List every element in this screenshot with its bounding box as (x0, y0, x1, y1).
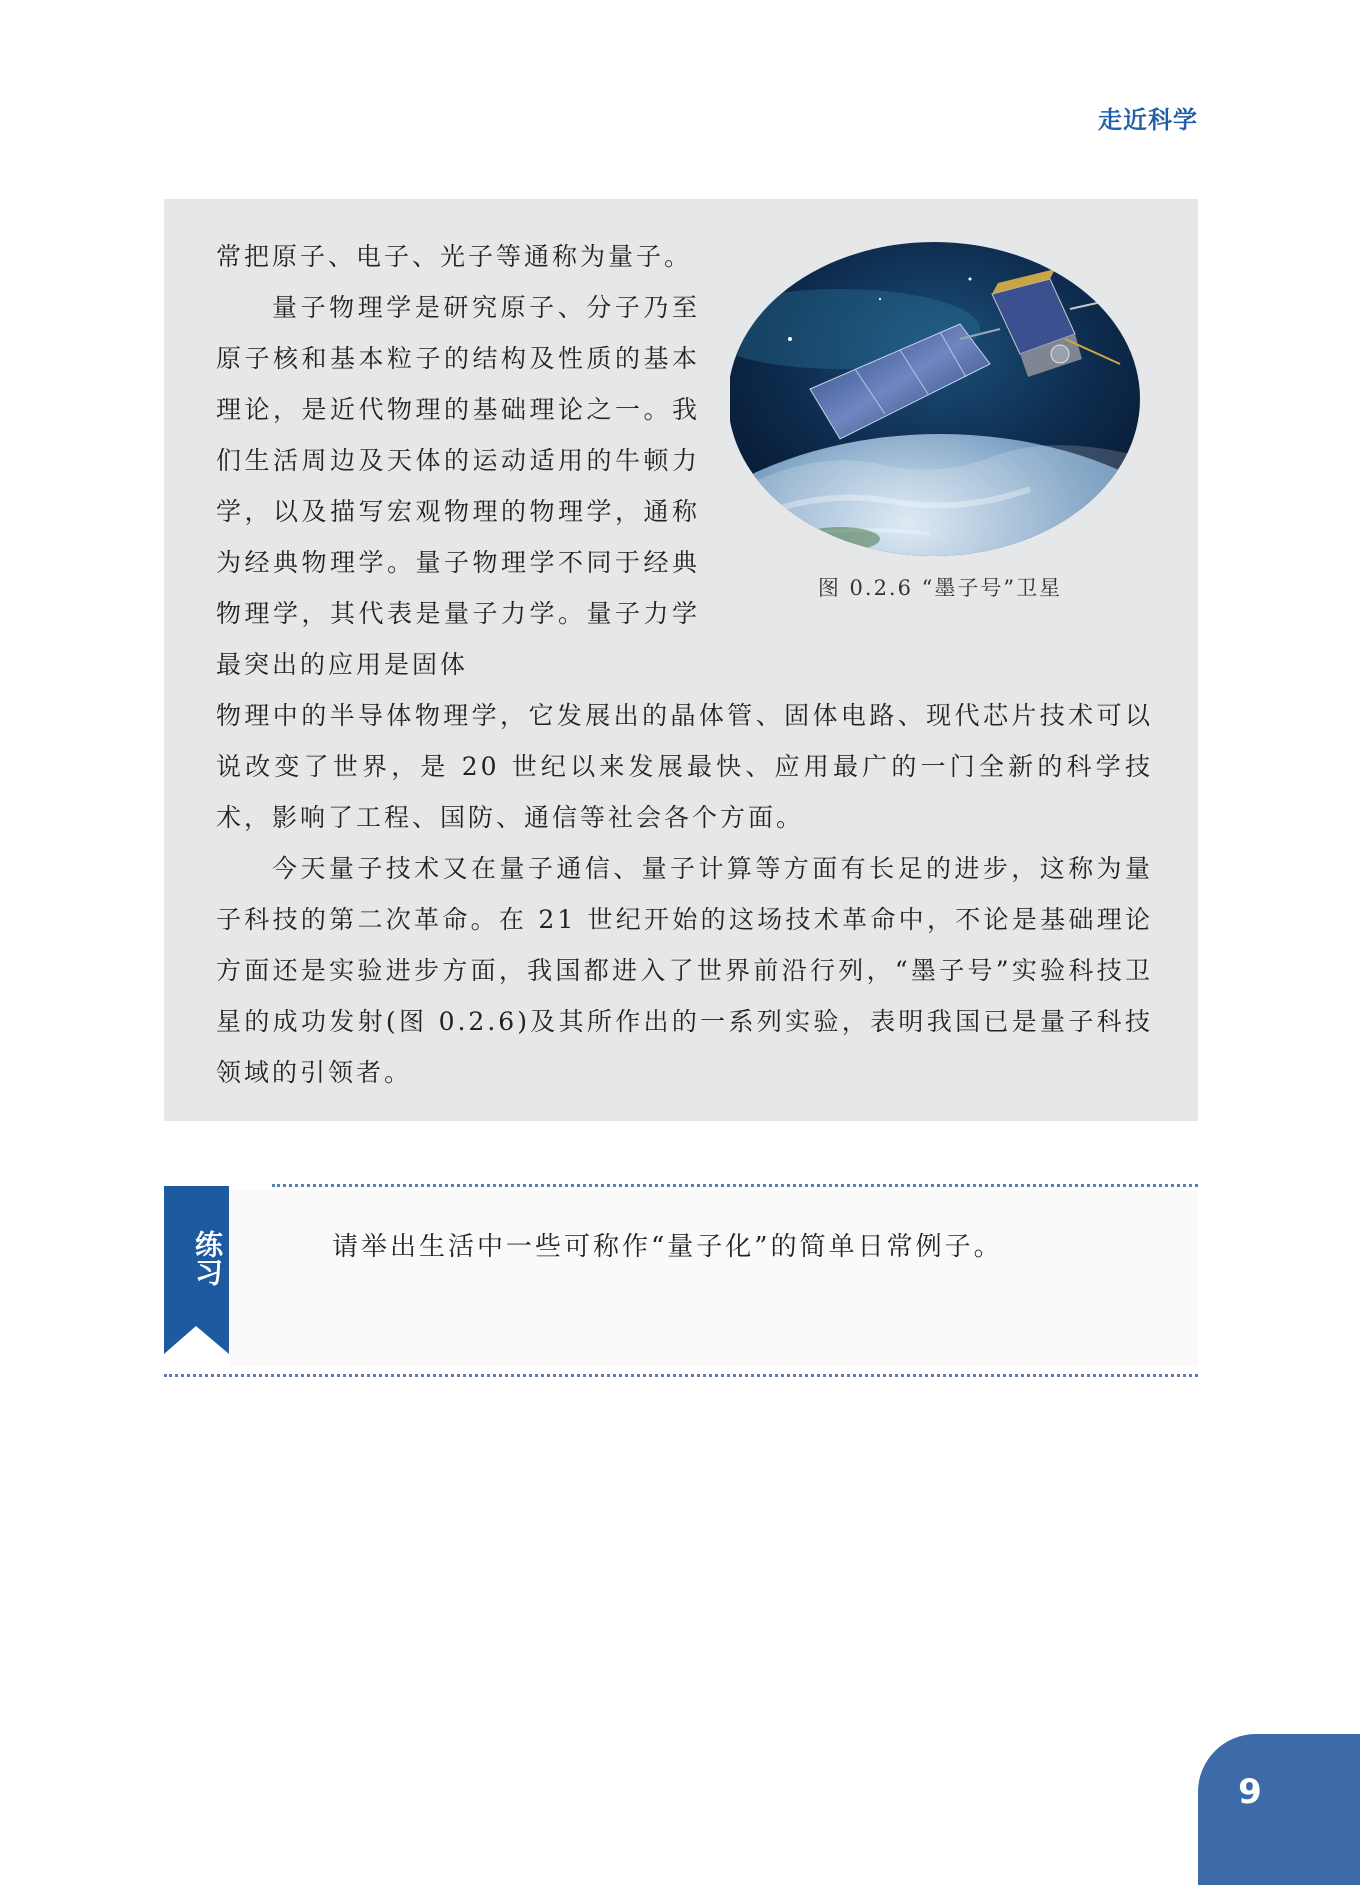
paragraph-continuation: 常把原子、电子、光子等通称为量子。 (216, 242, 693, 271)
wrapped-text-column (216, 231, 700, 690)
exercise-label: 练习 (191, 1230, 224, 1286)
figure-caption: 图 0.2.6 “墨子号”卫星 (817, 576, 1063, 600)
page-number: 9 (1238, 1772, 1262, 1812)
exercise-question: 请举出生活中一些可称作“量子化”的简单日常例子。 (332, 1232, 1003, 1262)
satellite-illustration (730, 239, 1150, 559)
page-number-tab (1198, 1734, 1360, 1885)
chapter-header-title: 走近科学 (1098, 106, 1198, 134)
exercise-bottom-divider (164, 1374, 1198, 1377)
satellite-figure (730, 239, 1150, 559)
reading-panel (164, 199, 1198, 1121)
exercise-ribbon (164, 1186, 229, 1354)
paragraph-quantum-physics: 量子物理学是研究原子、分子乃至原子核和基本粒子的结构及性质的基本理论，是近代物理的基础理论之一。我们生活周边及天体的运动适用的牛顿力学，以及描写宏观物理的物理学，通称为经典物理学。量子物理学不同于经典物理学，其代表是量子力学。量子力学最突出的应用是固体 (216, 293, 700, 679)
exercise-background (230, 1190, 1198, 1366)
exercise-top-divider (272, 1184, 1198, 1187)
exercise-section (164, 1184, 1198, 1376)
paragraph-semiconductor: 物理中的半导体物理学，它发展出的晶体管、固体电路、现代芯片技术可以说改变了世界，是 20 世纪以来发展最快、应用最广的一门全新的科学技术，影响了工程、国防、通信等社会各个方面。 (216, 701, 1153, 832)
paragraph-quantum-revolution: 今天量子技术又在量子通信、量子计算等方面有长足的进步，这称为量子科技的第二次革命。在 21 世纪开始的这场技术革命中，不论是基础理论方面还是实验进步方面，我国都进入了世界前沿行列，“墨子号”实验科技卫星的成功发射(图 0.2.6)及其所作出的一系列实验，表明我国已是量子科技领域的引领者。 (216, 854, 1153, 1087)
full-width-text (216, 690, 1153, 1098)
